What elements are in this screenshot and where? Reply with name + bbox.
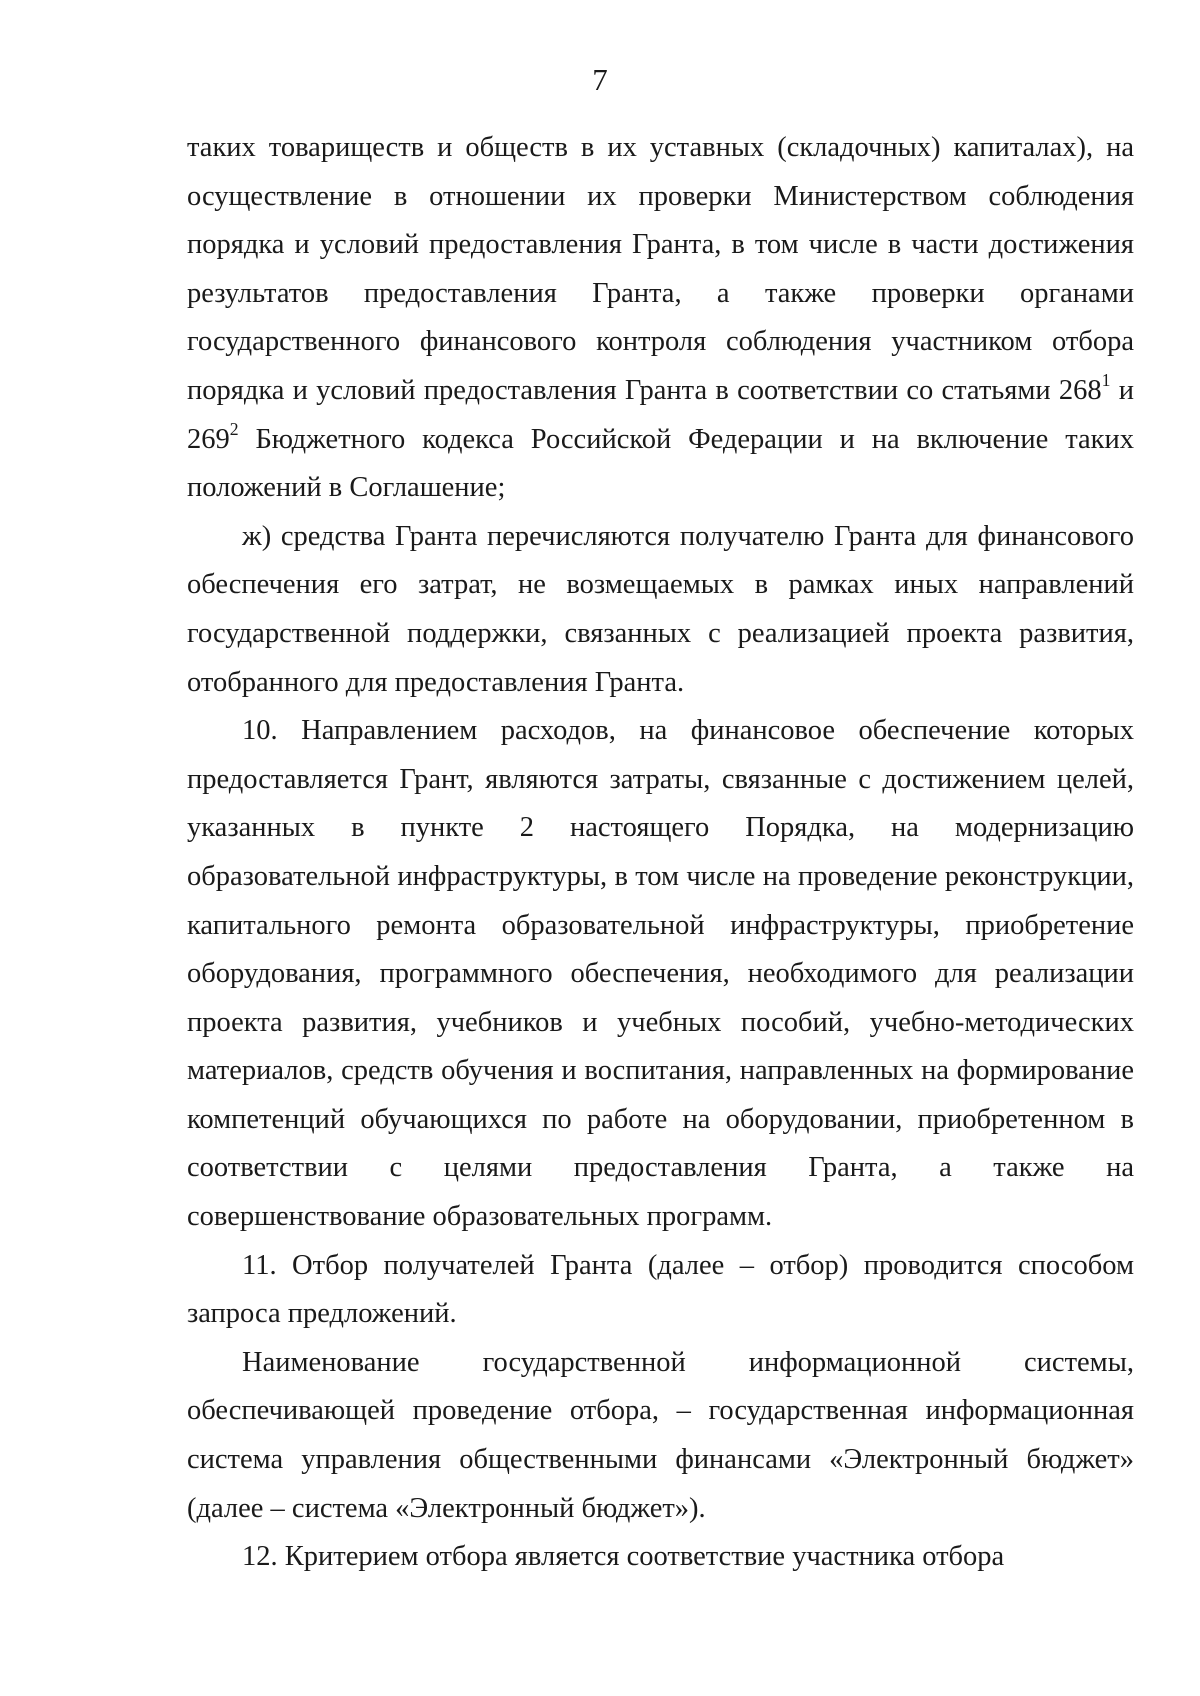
paragraph-text: Бюджетного кодекса Российской Федерации и на включение таких положений в Соглашение; [187, 423, 1134, 504]
document-body [187, 124, 1134, 1582]
paragraph-text: таких товариществ и обществ в их уставных (складочных) капиталах), на осуществление в отношении их проверки Министерством соблюдения порядка и условий предоставления Гранта, в том числе в части достижения результатов предоставления Гранта, а также проверки органами государственного финансового контроля соблюдения участником отбора порядка и условий предоставления Гранта в соответствии со статьями 268 [187, 132, 1134, 406]
paragraph-text: и 269 [187, 374, 1134, 455]
article-superscript: 2 [229, 418, 239, 439]
paragraph-system-name: Наименование государственной информационной системы, обеспечивающей проведение отбора, – государственная информационная система управления общественными финансами «Электронный бюджет» (далее – система «Электронный бюджет»). [187, 1346, 1134, 1524]
paragraph-item-zh: ж) средства Гранта перечисляются получателю Гранта для финансового обеспечения его затрат, не возмещаемых в рамках иных направлений государственной поддержки, связанных с реализацией проекта развития, отобранного для предоставления Гранта. [187, 520, 1134, 698]
paragraph-clause-12: 12. Критерием отбора является соответствие участника отбора [242, 1541, 1005, 1573]
paragraph-clause-11: 11. Отбор получателей Гранта (далее – отбор) проводится способом запроса предложений. [187, 1249, 1134, 1330]
article-superscript: 1 [1101, 369, 1111, 390]
paragraph-clause-10: 10. Направлением расходов, на финансовое обеспечение которых предоставляется Грант, являются затраты, связанные с достижением целей, указанных в пункте 2 настоящего Порядка, на модернизацию образовательной инфраструктуры, в том числе на проведение реконструкции, капитального ремонта образовательной инфраструктуры, приобретение оборудования, программного обеспечения, необходимого для реализации проекта развития, учебников и учебных пособий, учебно-методических материалов, средств обучения и воспитания, направленных на формирование компетенций обучающихся по работе на оборудовании, приобретенном в соответствии с целями предоставления Гранта, а также на совершенствование образовательных программ. [187, 715, 1134, 1233]
paragraph-continuation [187, 124, 1134, 513]
page-number: 7 [592, 62, 608, 97]
